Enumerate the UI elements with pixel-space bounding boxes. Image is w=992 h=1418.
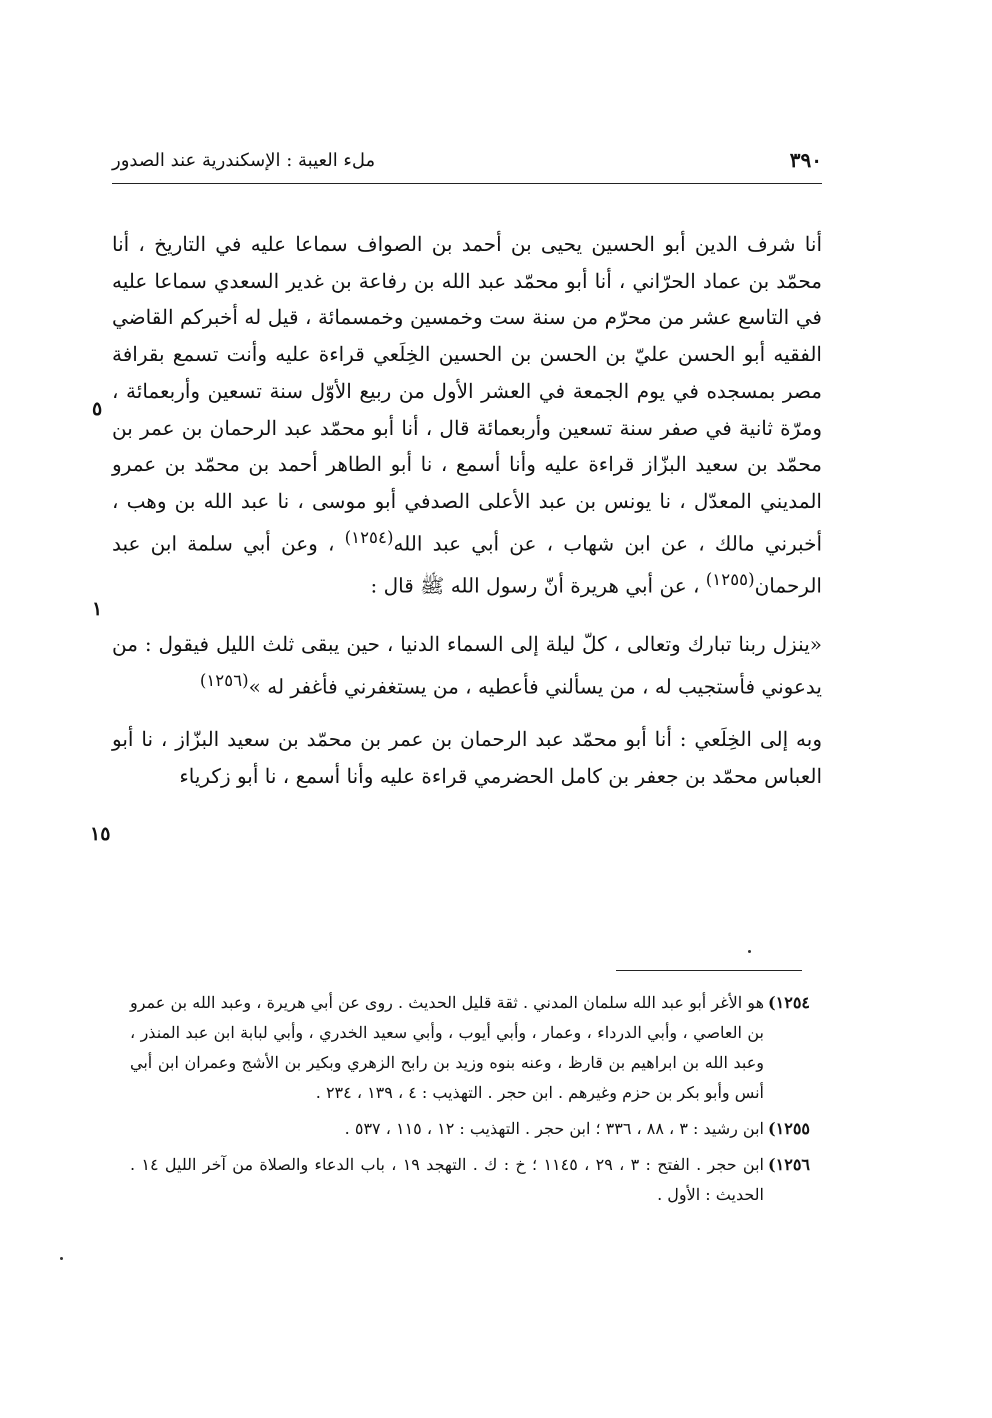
footnote-text: ابن حجر . الفتح : ٣ ، ٢٩ ، ١١٤٥ ؛ خ : ك . التهجد ١٩ ، باب الدعاء والصلاة من آخر الليل ١٤ . الحديث : الأول . [130,1155,765,1204]
main-text [112,226,822,795]
dot-mark [748,950,751,953]
line-number-5: ٥ [92,398,103,420]
footnote-number: ١٢٥٥) [768,1119,810,1138]
footnote-ref-1256[interactable]: (١٢٥٦) [199,671,249,691]
hadith-text: «ينزل ربنا تبارك وتعالى ، كلّ ليلة إلى السماء الدنيا ، حين يبقى ثلث الليل فيقول : من يدعوني فأستجيب له ، من يسألني فأعطيه ، من يستغفرني فأغفر له » [112,632,822,699]
dot-mark [60,1257,63,1260]
line-number-10: ١ [92,598,103,620]
paragraph-isnad [112,226,822,604]
footnote-1255 [130,1114,810,1144]
paragraph-hadith [112,626,822,705]
header-rule [112,183,822,184]
footnote-number: ١٢٥٤) [768,993,810,1012]
footnote-ref-1255[interactable]: (١٢٥٥) [705,569,755,589]
isnad-2-text: وبه إلى الخِلَعي : أنا أبو محمّد عبد الرحمان بن عمر بن محمّد بن سعيد البزّاز ، نا أبو العباس محمّد بن جعفر بن كامل الحضرمي قراءة عليه وأنا أسمع ، نا أبو زكرياء [112,727,822,789]
page-number: ٣٩٠ [789,148,822,172]
footnote-1256 [130,1150,810,1210]
footnote-number: ١٢٥٦) [768,1155,810,1174]
isnad-continuation: ، وعن أبي سلمة ابن عبد الرحمان [112,531,822,598]
footnote-rule [616,970,802,971]
footnote-1254 [130,988,810,1108]
running-head: ملء العيبة : الإسكندرية عند الصدور [112,150,376,171]
page-header [112,140,822,180]
isnad-end: ، عن أبي هريرة أنّ رسول الله ﷺ قال : [370,573,706,598]
paragraph-isnad-2 [112,721,822,794]
line-number-15: ١٥ [90,823,111,845]
footnotes [130,988,810,1216]
footnote-ref-1254[interactable]: (١٢٥٤) [344,527,394,547]
footnote-text: ابن رشيد : ٣ ، ٨٨ ، ٣٣٦ ؛ ابن حجر . التهذيب : ١٢ ، ١١٥ ، ٥٣٧ . [344,1119,764,1138]
isnad-text: أنا شرف الدين أبو الحسين يحيى بن أحمد بن الصواف سماعا عليه في التاريخ ، أنا محمّد بن عماد الحرّاني ، أنا أبو محمّد عبد الله بن رفاعة بن غدير السعدي سماعا عليه في التاسع عشر من محرّم من سنة ست وخمسين وخمسمائة ، قيل له أخبركم القاضي الفقيه أبو الحسن عليّ بن الحسن بن الحسين الخِلَعي قراءة عليه وأنت تسمع بقرافة مصر بمسجده في يوم الجمعة في العشر الأول من ربيع الأوّل سنة تسعين وأربعمائة ، ومرّة ثانية في صفر سنة تسعين وأربعمائة قال ، أنا أبو محمّد عبد الرحمان بن عمر بن محمّد بن سعيد البزّاز قراءة عليه وأنا أسمع ، نا أبو الطاهر أحمد بن محمّد بن عمرو المديني المعدّل ، نا يونس بن عبد الأعلى الصدفي أبو موسى ، نا عبد الله بن وهب ، أخبرني مالك ، عن ابن شهاب ، عن أبي عبد الله [112,232,822,556]
footnote-text: هو الأغر أبو عبد الله سلمان المدني . ثقة قليل الحديث . روى عن أبي هريرة ، وعبد الله بن عمرو بن العاصي ، وأبي الدرداء ، وعمار ، وأبي أيوب ، وأبي سعيد الخدري ، وأبي لبابة ابن عبد المنذر ، وعبد الله بن ابراهيم بن قارظ ، وعنه بنوه وزيد بن رابح الزهري وبكير بن الأشج وعمران ابن أبي أنس وأبو بكر بن حزم وغيرهم . ابن حجر . التهذيب : ٤ ، ١٣٩ ، ٢٣٤ . [130,993,764,1102]
